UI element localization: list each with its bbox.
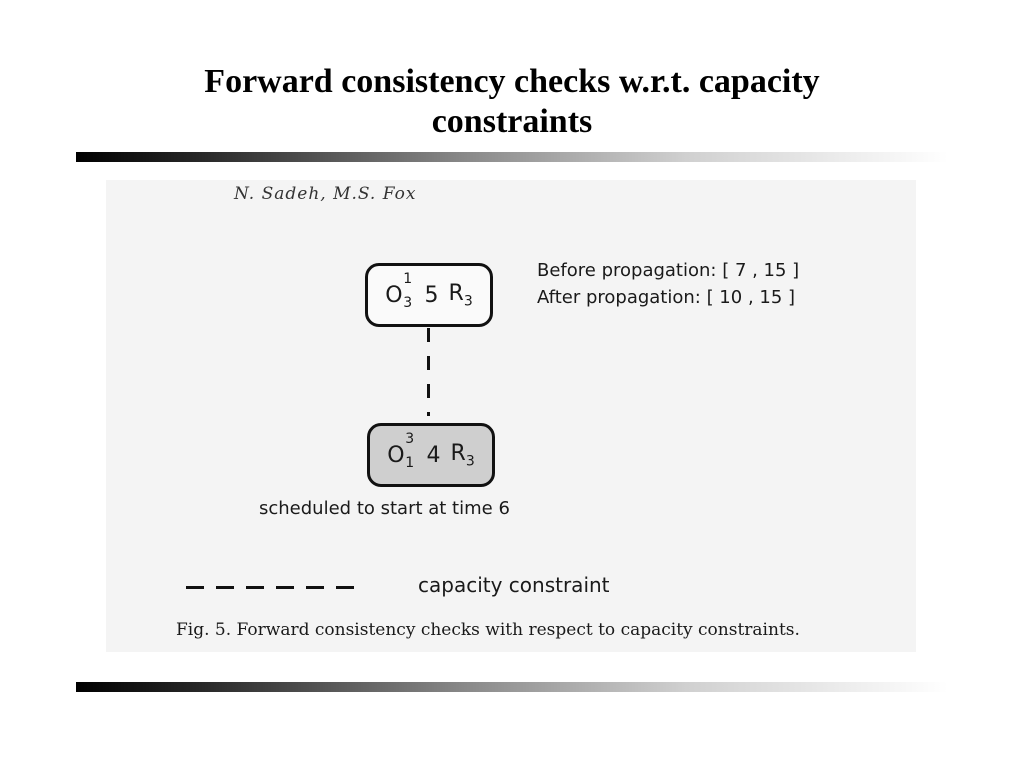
after-propagation-label: After propagation: [ 10 , 15 ] — [537, 287, 796, 308]
resource-label-top: $R_3$ — [448, 280, 473, 310]
operation-node-top — [365, 263, 493, 327]
operation-duration-bottom: 4 — [426, 442, 441, 468]
operation-label-bottom: O 3 1 — [387, 430, 415, 471]
operation-label-top: O 1 3 — [385, 270, 413, 311]
capacity-constraint-edge — [427, 328, 430, 416]
resource-label-bottom: $R_3$ — [450, 440, 475, 470]
figure-caption: Fig. 5. Forward consistency checks with respect to capacity constraints. — [176, 620, 800, 640]
operation-node-bottom — [367, 423, 495, 487]
before-propagation-label: Before propagation: [ 7 , 15 ] — [537, 260, 800, 281]
scheduled-note: scheduled to start at time 6 — [259, 498, 510, 519]
scanned-figure — [106, 180, 916, 652]
slide-title-line-1: Forward consistency checks w.r.t. capacity — [204, 63, 820, 100]
slide-title-line-2: constraints — [431, 103, 593, 140]
figure-header-fragment: N. Sadeh, M.S. Fox — [234, 184, 417, 204]
top-divider — [76, 152, 948, 162]
slide-title — [0, 62, 1024, 142]
operation-duration-top: 5 — [424, 282, 439, 308]
legend-label: capacity constraint — [418, 573, 610, 597]
bottom-divider — [76, 682, 948, 692]
legend-dash-line — [186, 586, 366, 589]
